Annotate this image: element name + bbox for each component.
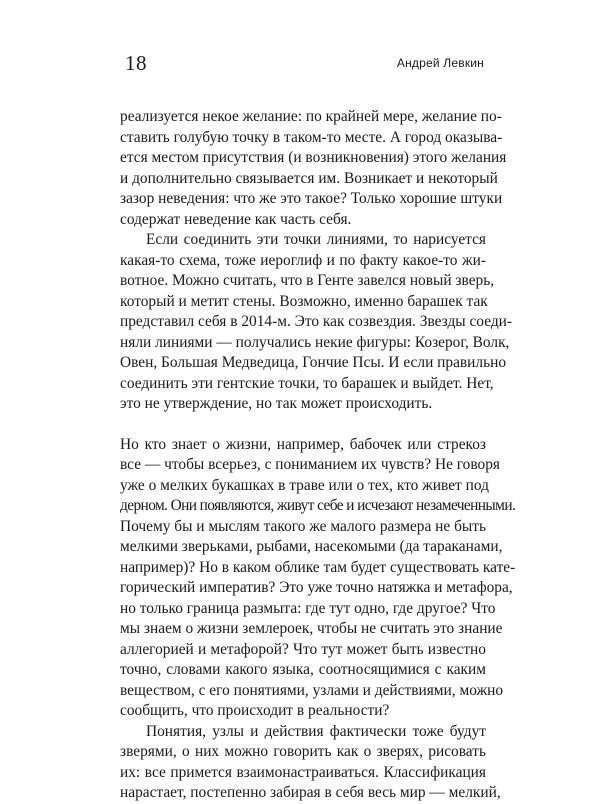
paragraph-2 xyxy=(120,230,513,415)
text-line: нарастает, постепенно забирая в себя весь мир — мелкий, xyxy=(120,784,501,801)
paragraph-3 xyxy=(120,435,516,722)
text-line: но только граница размыта: где тут одно, где другое? Что xyxy=(120,599,496,617)
text-line: Но кто знает о жизни, например, бабочек или стрекоз xyxy=(120,435,486,453)
text-line: вотное. Можно считать, что в Генте завелся новый зверь, xyxy=(120,272,495,289)
text-line: Почему бы и мыслям такого же малого размера не быть xyxy=(120,517,486,535)
page-number: 18 xyxy=(125,51,147,75)
text-line: ется местом присутствия (и возникновения) этого желания xyxy=(120,149,507,166)
text-line: это не утверждение, но так может происходить. xyxy=(120,395,433,412)
text-line: все — чтобы всерьез, с пониманием их чувств? Не говоря xyxy=(120,456,501,473)
text-line: няли линиями — получались некие фигуры: Козерог, Волк, xyxy=(120,333,510,351)
text-line: содержат неведение как часть себя. xyxy=(120,210,352,228)
text-line: дерном. Они появляются, живут себе и исчезают незамеченными. xyxy=(120,497,516,514)
text-line: ставить голубую точку в таком-то месте. А город оказыва- xyxy=(120,128,503,146)
text-line: мелкими зверьками, рыбами, насекомыми (да тараканами, xyxy=(120,538,503,555)
text-line: Овен, Большая Медведица, Гончие Псы. И если правильно xyxy=(120,354,507,371)
text-line: аллегорией и метафорой? Что тут может быть известно xyxy=(120,640,486,658)
body-text xyxy=(120,107,516,804)
text-line: какая-то схема, тоже иероглиф и по факту какое-то жи- xyxy=(120,251,486,269)
text-line: точно, словами какого языка, соотносящимися с каким xyxy=(120,661,486,678)
text-line: реализуется некое желание: по крайней мере, желание по- xyxy=(120,108,502,125)
text-line: сообщить, что происходит в реальности? xyxy=(120,702,390,719)
text-line: представил себя в 2014-м. Это как созвездия. Звезды соеди- xyxy=(120,313,513,330)
text-line: и дополнительно связывается им. Возникает и некоторый xyxy=(120,169,498,187)
running-head-author: Андрей Левкин xyxy=(396,56,484,70)
text-line: зазор неведения: что же это такое? Только хорошие штуки xyxy=(120,190,503,207)
text-line: зверями, о них можно говорить как о зверях, рисовать xyxy=(120,743,486,760)
text-line: Понятия, узлы и действия фактически тоже будут xyxy=(146,722,486,740)
text-line: уже о мелких букашках в траве или о тех, кто живет под xyxy=(120,476,489,494)
text-line: Если соединить эти точки линиями, то нарисуется xyxy=(146,231,486,248)
text-line: веществом, с его понятиями, узлами и действиями, можно xyxy=(120,681,504,699)
text-line: например)? Но в каком облике там будет существовать кате- xyxy=(120,558,516,576)
text-line: мы знаем о жизни землероек, чтобы не считать это знание xyxy=(120,620,503,637)
text-line: горический императив? Это уже точно натяжка и метафора, xyxy=(120,579,513,596)
text-line: их: все примется взаимонастраиваться. Классификация xyxy=(120,763,486,781)
text-line: соединить эти гентские точки, то барашек и выйдет. Нет, xyxy=(120,374,494,392)
paragraph-1 xyxy=(120,107,507,230)
text-line: который и метит стены. Возможно, именно барашек так xyxy=(120,292,488,310)
section-break xyxy=(120,415,486,435)
paragraph-4 xyxy=(120,722,501,804)
